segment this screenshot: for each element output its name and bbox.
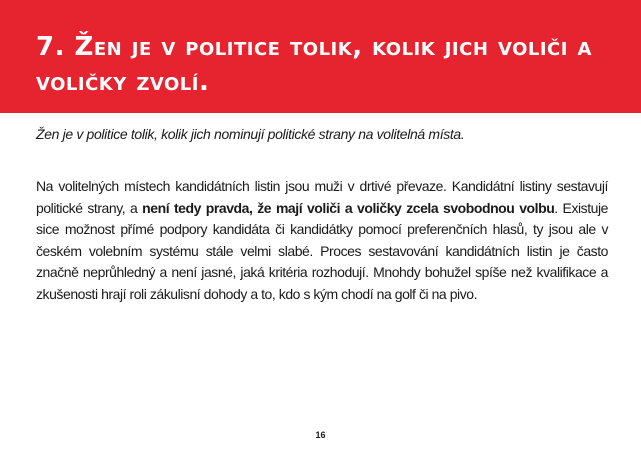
body-text-part-2: . Existuje sice možnost přímé podpory kandidáta či kandidátky pomocí preferenčních hlasů, ty jsou ale v českém volebním systému stále velmi slabé. Proces sestavování kandidátních listin je často značně neprůhledný a není jasné, jaká kritéria rozhodují. Mnohdy bohužel spíše než kvalifikace a zkušenosti hrají roli zákulisní dohody a to, kdo s kým chodí na golf či na pivo.	[36, 199, 608, 302]
chapter-banner	[0, 0, 641, 113]
body-paragraph	[36, 176, 608, 305]
body-text-emphasis: není tedy pravda, že mají voliči a voličky zcela svobodnou volbu	[142, 199, 555, 216]
lead-sentence: Žen je v politice tolik, kolik jich nominují politické strany na volitelná místa.	[36, 126, 465, 142]
page-number: 16	[315, 430, 326, 440]
body-text-part-1: Na volitelných místech kandidátních listin jsou muži v drtivé převaze. Kandidátní listiny sestavují politické strany, a	[36, 178, 608, 216]
chapter-title: 7. Žen je v politice tolik, kolik jich voliči a voličky zvolí.	[36, 32, 592, 97]
